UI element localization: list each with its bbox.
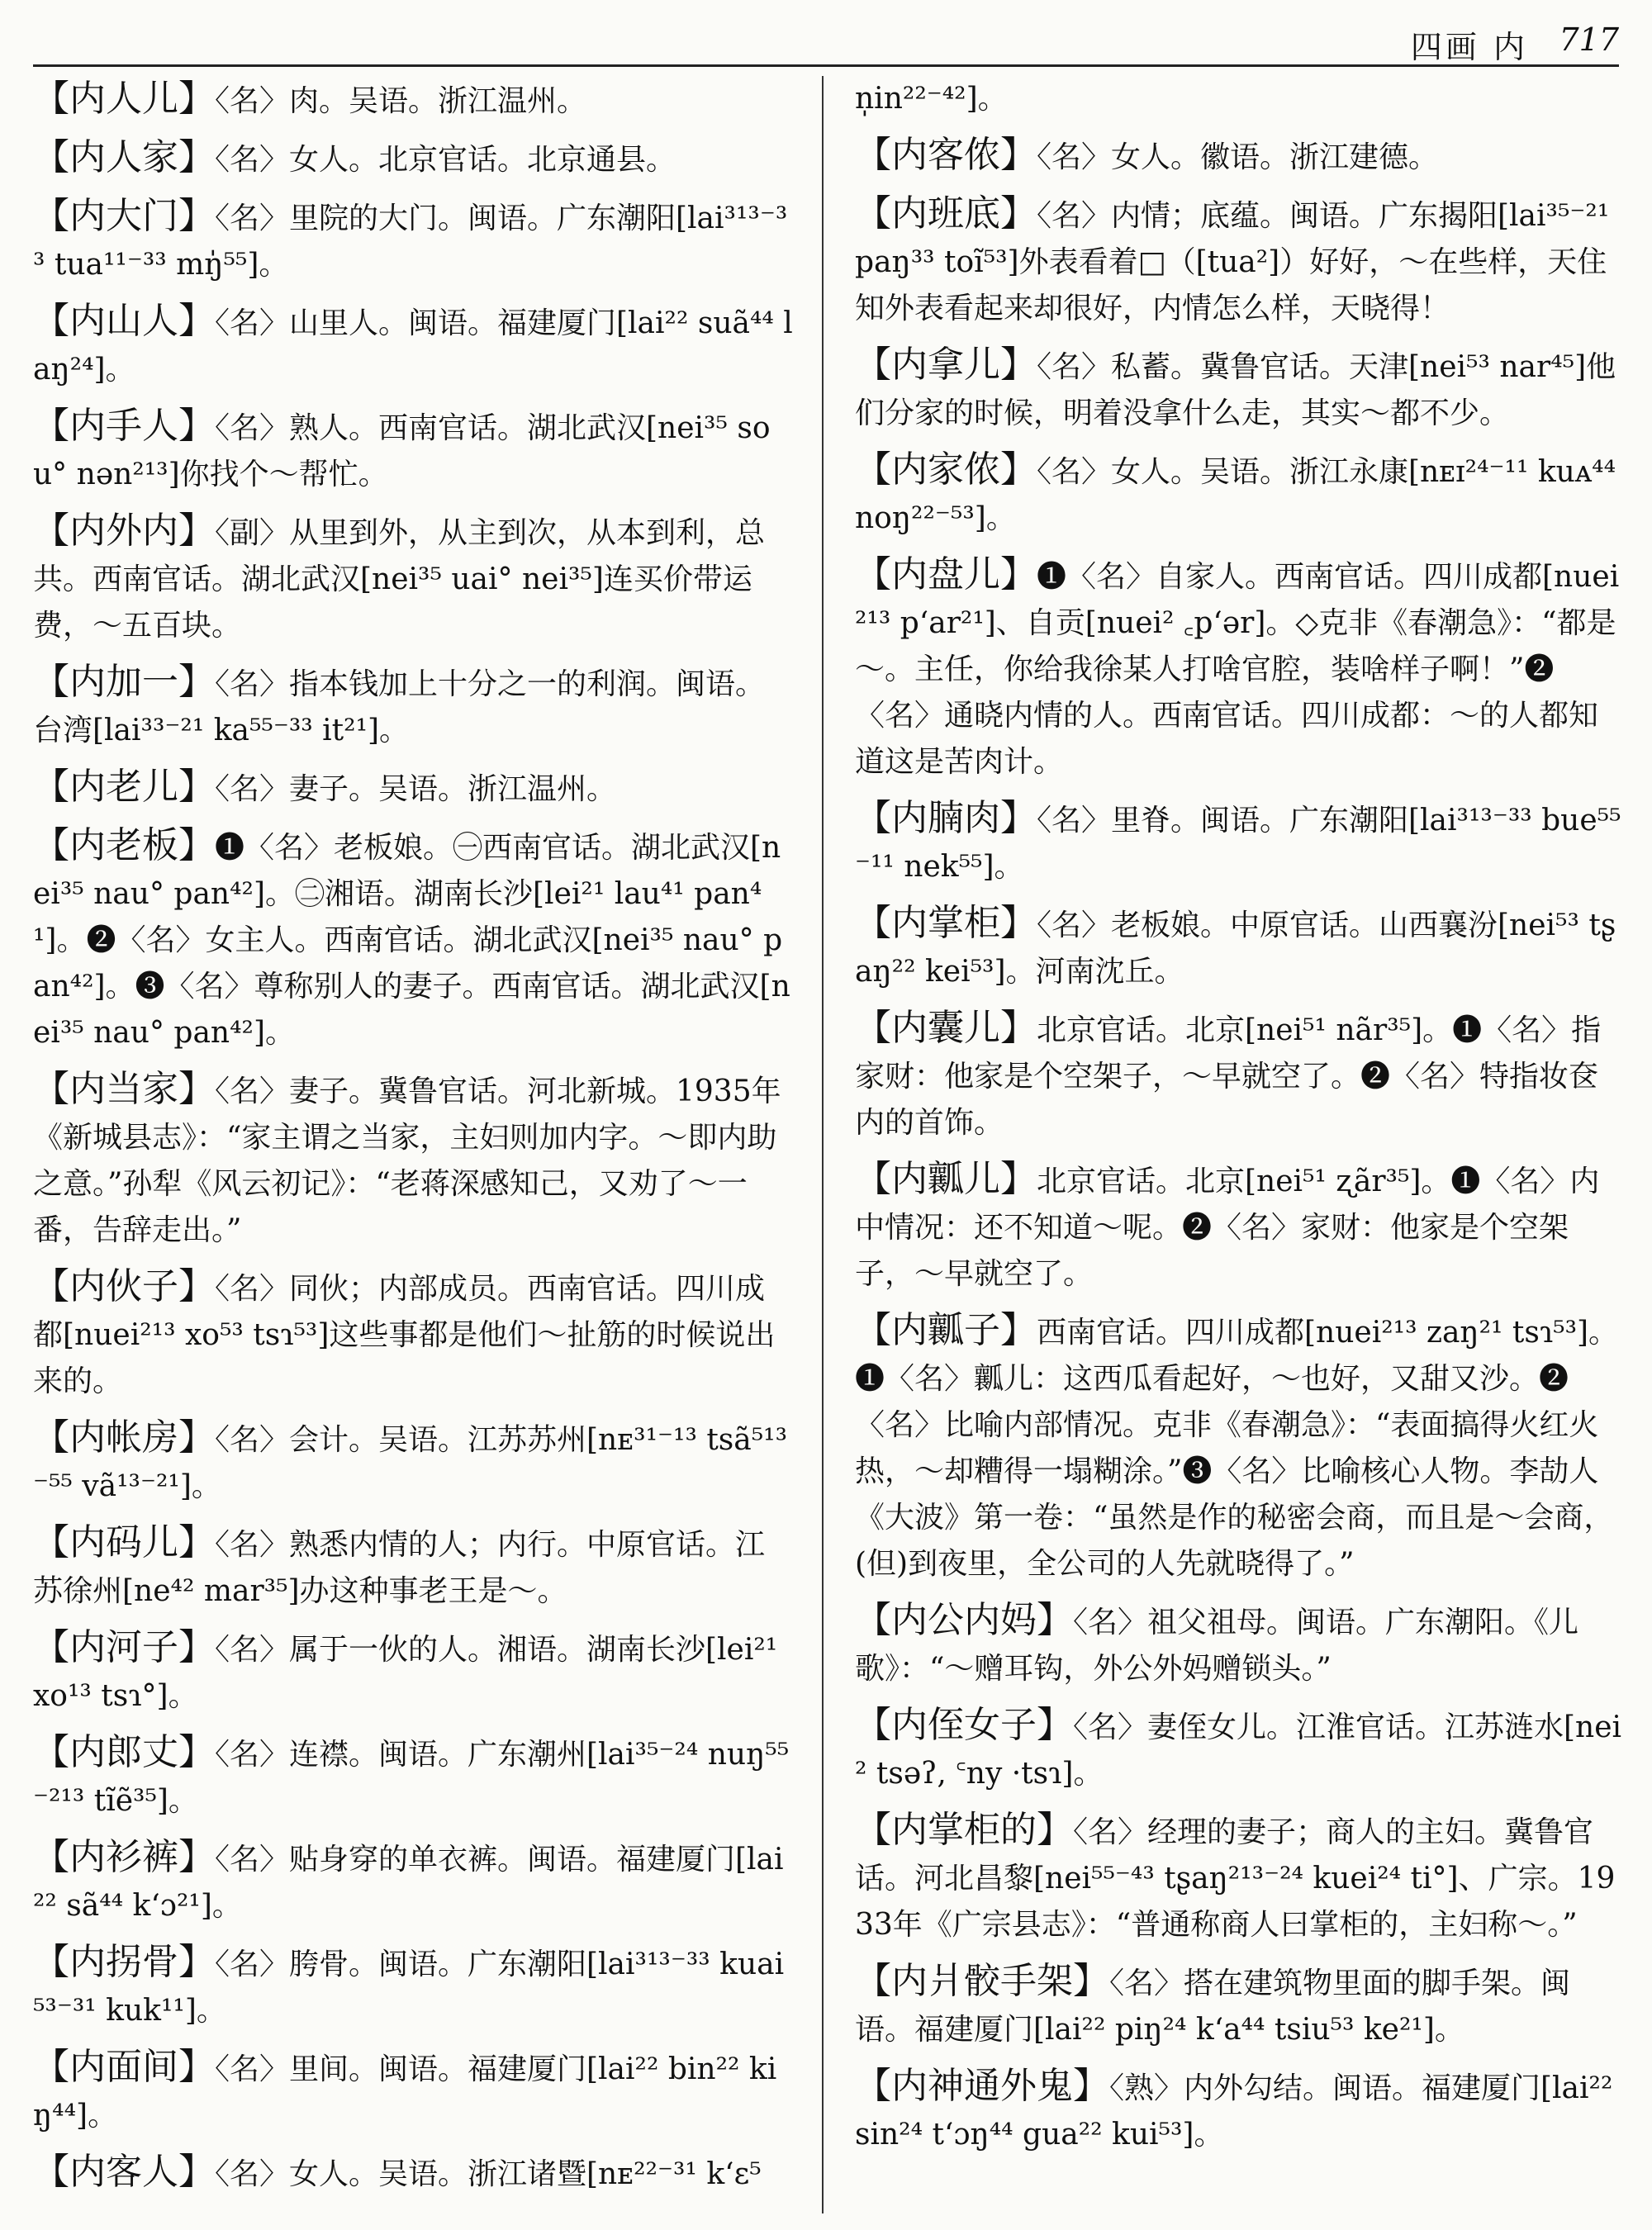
entry xyxy=(33,2044,793,2139)
entry-definition: 〈名〉祖父祖母。闽语。广东潮阳。《儿歌》：“～赠耳钩，外公外妈赠锁头。” xyxy=(855,1606,1579,1686)
entry xyxy=(33,193,793,288)
entry-definition: 〈名〉妻子。吴语。浙江温州。 xyxy=(215,772,617,806)
entry-definition: 〈名〉里脊。闽语。广东潮阳[lai³¹³⁻³³ bue⁵⁵⁻¹¹ nek⁵⁵]。 xyxy=(855,804,1621,884)
entry-headword: 【内面间】 xyxy=(33,2046,215,2088)
entry xyxy=(33,1415,793,1510)
entry xyxy=(33,298,793,393)
entry-headword: 【内客侬】 xyxy=(855,134,1037,176)
entry xyxy=(855,1807,1623,1948)
page-header xyxy=(33,17,1619,66)
entry-definition: 〈名〉肉。吴语。浙江温州。 xyxy=(215,84,587,118)
entry-definition: 〈名〉女人。徽语。浙江建德。 xyxy=(1037,140,1439,174)
entry-headword: 【内人儿】 xyxy=(33,78,215,120)
entry xyxy=(33,1939,793,2034)
entry-definition: 〈熟〉内外勾结。闽语。福建厦门[lai²² sin²⁴ t‘ɔŋ⁴⁴ gua²² kui⁵³]。 xyxy=(855,2071,1613,2152)
entry-definition: ❶〈名〉自家人。西南官话。四川成都[nuei²¹³ p‘ar²¹]、自贡[nuei² ꜀p‘ər]。◇克非《春潮急》：“都是～。主任，你给我徐某人打啥官腔，装啥样子啊！”❷〈名〉通晓内情的人。西南官话。四川成都：～的人都知道这是苦肉计。 xyxy=(855,560,1620,779)
entry-definition: 〈名〉老板娘。中原官话。山西襄汾[nei⁵³ tʂaŋ²² kei⁵³]。河南沈丘。 xyxy=(855,909,1616,989)
entry-definition: 〈名〉熟人。西南官话。湖北武汉[nei³⁵ sou° nən²¹³]你找个～帮忙。 xyxy=(33,411,771,491)
entry-headword: 【内郎丈】 xyxy=(33,1731,215,1773)
column-divider xyxy=(822,76,824,2213)
entry-definition: 〈副〉从里到外，从主到次，从本到利，总共。西南官话。湖北武汉[nei³⁵ uai° nei³⁵]连买价带运费，～五百块。 xyxy=(33,516,766,643)
entry-headword: 【内掌柜的】 xyxy=(855,1809,1073,1851)
entry-headword: 【内伙子】 xyxy=(33,1265,215,1307)
entry-headword: 【内老儿】 xyxy=(33,766,215,808)
left-column xyxy=(33,76,793,2213)
entry xyxy=(855,1958,1623,2053)
entry-definition: 北京官话。北京[nei⁵¹ ʐãr³⁵]。❶〈名〉内中情况：还不知道～呢。❷〈名〉家财：他家是个空架子，～早就空了。 xyxy=(855,1165,1600,1291)
entry-definition: 〈名〉山里人。闽语。福建厦门[lai²² suã⁴⁴ laŋ²⁴]。 xyxy=(33,306,793,387)
entry-definition: 〈名〉会计。吴语。江苏苏州[nᴇ³¹⁻¹³ tsã⁵¹³⁻⁵⁵ vã¹³⁻²¹]。 xyxy=(33,1423,788,1503)
entry-definition: 〈名〉内情；底蕴。闽语。广东揭阳[lai³⁵⁻²¹ paŋ³³ toĩ⁵³]外表看着□（[tua²]）好好，～在些样，天住知外表看起来却很好，内情怎么样，天晓得！ xyxy=(855,199,1610,325)
entry-definition: 〈名〉属于一伙的人。湘语。湖南长沙[lei²¹ xo¹³ tsɿ°]。 xyxy=(33,1633,778,1713)
right-column xyxy=(855,76,1623,2213)
entry-definition: 〈名〉连襟。闽语。广东潮州[lai³⁵⁻²⁴ nuŋ⁵⁵⁻²¹³ tĩẽ³⁵]。 xyxy=(33,1738,790,1818)
entry xyxy=(33,1264,793,1405)
entry xyxy=(33,508,793,649)
entry xyxy=(855,552,1623,785)
entry-definition: 〈名〉私蓄。冀鲁官话。天津[nei⁵³ nar⁴⁵]他们分家的时候，明着没拿什么走，其实～都不少。 xyxy=(855,350,1616,430)
entry xyxy=(33,76,793,125)
entry xyxy=(855,900,1623,995)
entry-definition: 〈名〉熟悉内情的人；内行。中原官话。江苏徐州[ne⁴² mar³⁵]办这种事老王是～。 xyxy=(33,1528,766,1608)
entry xyxy=(33,403,793,498)
entry-headword: 【内山人】 xyxy=(33,300,215,342)
entry xyxy=(855,1597,1623,1692)
entry-headword: 【内人家】 xyxy=(33,136,215,178)
entry xyxy=(33,1066,793,1254)
entry xyxy=(855,1307,1623,1587)
entry-definition: 〈名〉女人。北京官话。北京通县。 xyxy=(215,143,676,177)
entry-definition: ❶〈名〉老板娘。㊀西南官话。湖北武汉[nei³⁵ nau° pan⁴²]。㊁湘语。湖南长沙[lei²¹ lau⁴¹ pan⁴¹]。❷〈名〉女主人。西南官话。湖北武汉[nei³⁵ nau° pan⁴²]。❸〈名〉尊称别人的妻子。西南官话。湖北武汉[nei³⁵ nau° pan⁴²]。 xyxy=(33,831,790,1050)
entry-definition: 〈名〉经理的妻子；商人的主妇。冀鲁官话。河北昌黎[nei⁵⁵⁻⁴³ tʂaŋ²¹³⁻²⁴ kuei²⁴ ti°]、广宗。1933年《广宗县志》：“普通称商人曰掌柜的，主妇称～。” xyxy=(855,1815,1616,1942)
entry-definition: n̩in²²⁻⁴²]。 xyxy=(855,82,1008,116)
entry xyxy=(855,132,1623,181)
entry-headword: 【内掌柜】 xyxy=(855,902,1037,944)
entry xyxy=(33,1729,793,1824)
entry-headword: 【内拿儿】 xyxy=(855,344,1037,386)
entry-continuation xyxy=(855,76,1623,122)
entry xyxy=(855,342,1623,437)
entry-headword: 【内大门】 xyxy=(33,195,215,237)
section-title: 四画 内 xyxy=(1410,29,1528,65)
entry-headword: 【内爿骹手架】 xyxy=(855,1960,1109,2002)
entry-headword: 【内当家】 xyxy=(33,1068,215,1110)
entry-definition: 〈名〉搭在建筑物里面的脚手架。闽语。福建厦门[lai²² piŋ²⁴ k‘a⁴⁴ tsiu⁵³ ke²¹]。 xyxy=(855,1967,1571,2047)
entry-definition: 〈名〉妻子。冀鲁官话。河北新城。1935年《新城县志》：“家主谓之当家，主妇则加内字。～即内助之意。”孙犁《风云初记》：“老蒋深感知己，又劝了～一番，告辞走出。” xyxy=(33,1075,781,1247)
entry-headword: 【内盘儿】 xyxy=(855,553,1037,595)
entry-headword: 【内拐骨】 xyxy=(33,1941,215,1983)
entry xyxy=(33,1834,793,1929)
entry xyxy=(855,1156,1623,1298)
entry-headword: 【内家侬】 xyxy=(855,448,1037,491)
entry-definition: 〈名〉指本钱加上十分之一的利润。闽语。台湾[lai³³⁻²¹ ka⁵⁵⁻³³ it²¹]。 xyxy=(33,667,766,747)
header-rule xyxy=(33,64,1619,67)
entry xyxy=(33,1520,793,1615)
entry-headword: 【内腩肉】 xyxy=(855,797,1037,839)
entry xyxy=(33,2149,793,2198)
entry-definition: 〈名〉妻侄女儿。江淮官话。江苏涟水[nei² tsəʔ, ꜂ny ·tsɿ]。 xyxy=(855,1710,1622,1791)
entry xyxy=(855,2063,1623,2158)
entry-headword: 【内外内】 xyxy=(33,510,215,552)
entry-headword: 【内河子】 xyxy=(33,1626,215,1668)
entry-headword: 【内班底】 xyxy=(855,192,1037,235)
entry xyxy=(855,1005,1623,1146)
entry xyxy=(33,823,793,1056)
entry-headword: 【内加一】 xyxy=(33,661,215,703)
entry-definition: 〈名〉女人。吴语。浙江永康[nᴇɪ²⁴⁻¹¹ kuᴀ⁴⁴ noŋ²²⁻⁵³]。 xyxy=(855,455,1616,535)
entry xyxy=(33,1625,793,1720)
entry-headword: 【内衫裤】 xyxy=(33,1836,215,1878)
entry-definition: 〈名〉胯骨。闽语。广东潮阳[lai³¹³⁻³³ kuai⁵³⁻³¹ kuk¹¹]。 xyxy=(33,1948,785,2028)
entry-headword: 【内囊儿】 xyxy=(855,1007,1037,1049)
entry-definition: 北京官话。北京[nei⁵¹ nãr³⁵]。❶〈名〉指家财：他家是个空架子，～早就空了。❷〈名〉特指妆奁内的首饰。 xyxy=(855,1013,1602,1140)
entry-headword: 【内手人】 xyxy=(33,405,215,447)
entry-definition: 西南官话。四川成都[nuei²¹³ zaŋ²¹ tsɿ⁵³]。❶〈名〉瓤儿：这西瓜看起好，～也好，又甜又沙。❷〈名〉比喻内部情况。克非《春潮急》：“表面搞得火红火热，～却糟得一塌糊涂。”❸〈名〉比喻核心人物。李劼人《大波》第一卷：“虽然是作的秘密会商，而且是～会商，(但)到夜里，全公司的人先就晓得了。” xyxy=(855,1316,1619,1581)
entry-headword: 【内瓤儿】 xyxy=(855,1158,1037,1200)
entry-definition: 〈名〉贴身穿的单衣裤。闽语。福建厦门[lai²² sã⁴⁴ k‘ɔ²¹]。 xyxy=(33,1843,784,1923)
entry-headword: 【内老板】 xyxy=(33,824,215,866)
entry xyxy=(33,135,793,183)
entry-definition: 〈名〉里间。闽语。福建厦门[lai²² bin²² kiŋ⁴⁴]。 xyxy=(33,2052,777,2133)
entry-definition: 〈名〉女人。吴语。浙江诸暨[nᴇ²²⁻³¹ k‘ɛ⁵ xyxy=(215,2157,762,2191)
entry-headword: 【内客人】 xyxy=(33,2151,215,2193)
entry xyxy=(33,764,793,813)
entry xyxy=(855,191,1623,332)
entry-headword: 【内侄女子】 xyxy=(855,1704,1073,1746)
entry-headword: 【内码儿】 xyxy=(33,1521,215,1563)
entry xyxy=(855,1702,1623,1797)
entry-definition: 〈名〉里院的大门。闽语。广东潮阳[lai³¹³⁻³³ tua¹¹⁻³³ mŋ̍⁵⁵]。 xyxy=(33,202,788,282)
entry xyxy=(855,795,1623,890)
entry-headword: 【内帐房】 xyxy=(33,1416,215,1459)
entry-definition: 〈名〉同伙；内部成员。西南官话。四川成都[nuei²¹³ xo⁵³ tsɿ⁵³]这些事都是他们～扯筋的时候说出来的。 xyxy=(33,1272,776,1398)
entry-headword: 【内瓤子】 xyxy=(855,1309,1037,1351)
page-number: 717 xyxy=(1559,21,1619,58)
entry xyxy=(855,447,1623,542)
entry-headword: 【内公内妈】 xyxy=(855,1599,1073,1641)
entry xyxy=(33,659,793,754)
entry-headword: 【内神通外鬼】 xyxy=(855,2065,1109,2107)
